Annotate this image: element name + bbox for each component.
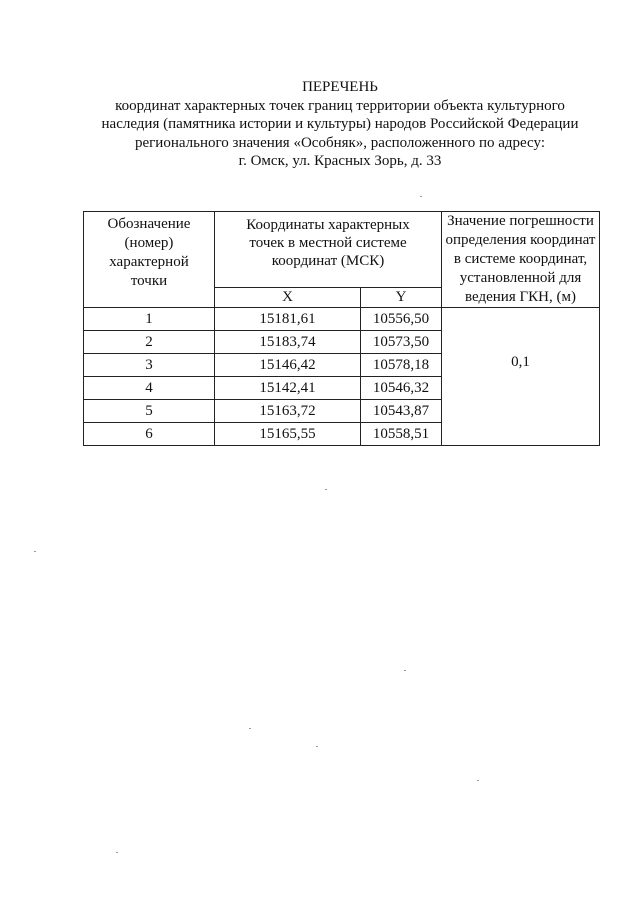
- header-point-line-2: (номер): [124, 235, 174, 251]
- document-heading: [40, 78, 639, 171]
- scan-speck: [116, 852, 118, 853]
- cell-x: 15181,61: [215, 308, 361, 331]
- header-msk-coordinates: [215, 212, 442, 288]
- scan-speck: [325, 489, 327, 490]
- table-header-row: [84, 212, 600, 288]
- cell-y: 10558,51: [361, 423, 442, 446]
- header-error-line-4: установленной для: [459, 270, 582, 286]
- cell-point: 4: [84, 377, 215, 400]
- cell-y: 10543,87: [361, 400, 442, 423]
- subtitle-line-2: наследия (памятника истории и культуры) народов Российской Федерации: [101, 116, 579, 132]
- cell-y: 10546,32: [361, 377, 442, 400]
- cell-y: 10578,18: [361, 354, 442, 377]
- header-error-line-5: ведения ГКН, (м): [465, 289, 576, 305]
- cell-point: 3: [84, 354, 215, 377]
- coordinates-table: [83, 211, 600, 446]
- cell-point: 2: [84, 331, 215, 354]
- cell-point: 1: [84, 308, 215, 331]
- header-msk-line-3: координат (МСК): [271, 253, 385, 269]
- scan-speck: [420, 196, 422, 197]
- subtitle-line-4: г. Омск, ул. Красных Зорь, д. 33: [238, 153, 442, 169]
- cell-x: 15183,74: [215, 331, 361, 354]
- cell-x: 15163,72: [215, 400, 361, 423]
- scan-speck: [316, 746, 318, 747]
- header-point-line-3: характерной: [109, 254, 189, 270]
- cell-error-value: 0,1: [442, 308, 600, 446]
- table-row: [84, 308, 600, 331]
- document-title: ПЕРЕЧЕНЬ: [302, 79, 378, 95]
- subtitle-line-3: регионального значения «Особняк», расположенного по адресу:: [135, 134, 545, 151]
- cell-y: 10556,50: [361, 308, 442, 331]
- header-point-line-1: Обозначение: [107, 216, 191, 232]
- header-x: X: [215, 287, 361, 308]
- header-point-line-4: точки: [130, 273, 168, 289]
- header-point-designation: [84, 212, 215, 308]
- header-error-line-3: в системе координат,: [453, 251, 588, 267]
- cell-x: 15146,42: [215, 354, 361, 377]
- header-msk-line-2: точек в местной системе: [249, 235, 407, 251]
- cell-x: 15165,55: [215, 423, 361, 446]
- scan-speck: [477, 780, 479, 781]
- subtitle-line-1: координат характерных точек границ территории объекта культурного: [115, 97, 565, 114]
- scan-speck: [249, 728, 251, 729]
- header-y: Y: [361, 287, 442, 308]
- header-error-value: [442, 212, 600, 308]
- cell-point: 5: [84, 400, 215, 423]
- scan-speck: [404, 670, 406, 671]
- cell-x: 15142,41: [215, 377, 361, 400]
- scan-speck: [34, 551, 36, 552]
- header-error-line-1: Значение погрешности: [447, 213, 594, 229]
- cell-y: 10573,50: [361, 331, 442, 354]
- cell-point: 6: [84, 423, 215, 446]
- header-msk-line-1: Координаты характерных: [246, 217, 410, 233]
- header-error-line-2: определения координат: [445, 232, 596, 248]
